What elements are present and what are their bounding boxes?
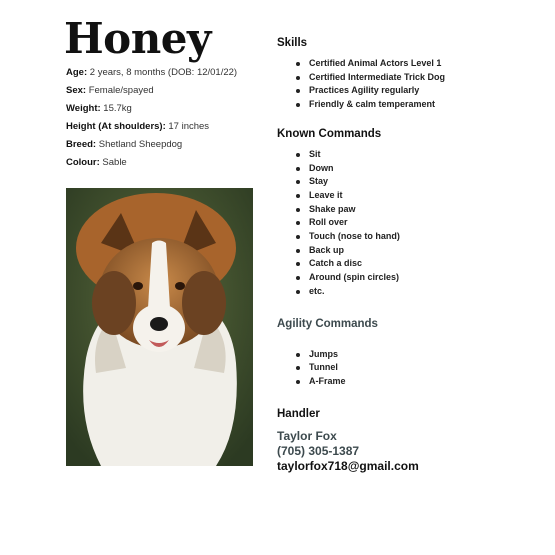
fact-label: Height (At shoulders): (66, 121, 166, 132)
fact-value: 2 years, 8 months (DOB: 12/01/22) (89, 67, 238, 78)
list-item: Down (277, 162, 537, 176)
skills-list (277, 57, 537, 112)
list-item: Friendly & calm temperament (277, 98, 537, 112)
fact-value: Sable (102, 157, 127, 168)
handler-heading: Handler (277, 407, 320, 420)
fact-weight (66, 100, 266, 118)
handler-contact (277, 429, 537, 474)
fact-sex (66, 82, 266, 100)
fact-value: Shetland Sheepdog (98, 139, 183, 150)
list-item: Leave it (277, 189, 537, 203)
fact-colour (66, 154, 266, 172)
fact-label: Age: (66, 67, 88, 78)
list-item: Certified Intermediate Trick Dog (277, 71, 537, 85)
fact-value: Female/spayed (88, 85, 154, 96)
skills-heading: Skills (277, 37, 308, 49)
list-item: Practices Agility regularly (277, 84, 537, 98)
list-item: Stay (277, 175, 537, 189)
fact-value: 15.7kg (103, 103, 132, 114)
fact-label: Sex: (66, 85, 87, 96)
fact-label: Breed: (66, 139, 97, 150)
fact-breed (66, 136, 266, 154)
list-item: etc. (277, 285, 537, 299)
list-item: Around (spin circles) (277, 271, 537, 285)
fact-age (66, 64, 266, 82)
list-item: Sit (277, 148, 537, 162)
fact-label: Colour: (66, 157, 100, 168)
list-item: Catch a disc (277, 257, 537, 271)
handler-email[interactable]: taylorfox718@gmail.com (277, 458, 419, 473)
list-item: Tunnel (277, 361, 537, 375)
agility-commands-list (277, 348, 537, 389)
right-column (277, 36, 537, 474)
dog-photo (66, 188, 253, 466)
list-item: Touch (nose to hand) (277, 230, 537, 244)
list-item: Certified Animal Actors Level 1 (277, 57, 537, 71)
fact-height (66, 118, 266, 136)
agility-commands-heading: Agility Commands (277, 317, 378, 330)
handler-name: Taylor Fox (277, 428, 337, 443)
known-commands-list (277, 148, 537, 299)
known-commands-heading: Known Commands (277, 127, 382, 140)
fact-value: 17 inches (168, 121, 210, 132)
list-item: Jumps (277, 348, 537, 362)
handler-phone[interactable]: (705) 305-1387 (277, 443, 360, 458)
list-item: A-Frame (277, 375, 537, 389)
list-item: Roll over (277, 216, 537, 230)
dog-facts (66, 64, 266, 172)
list-item: Back up (277, 244, 537, 258)
fact-label: Weight: (66, 103, 101, 114)
list-item: Shake paw (277, 203, 537, 217)
dog-name-title: Honey (64, 14, 211, 63)
